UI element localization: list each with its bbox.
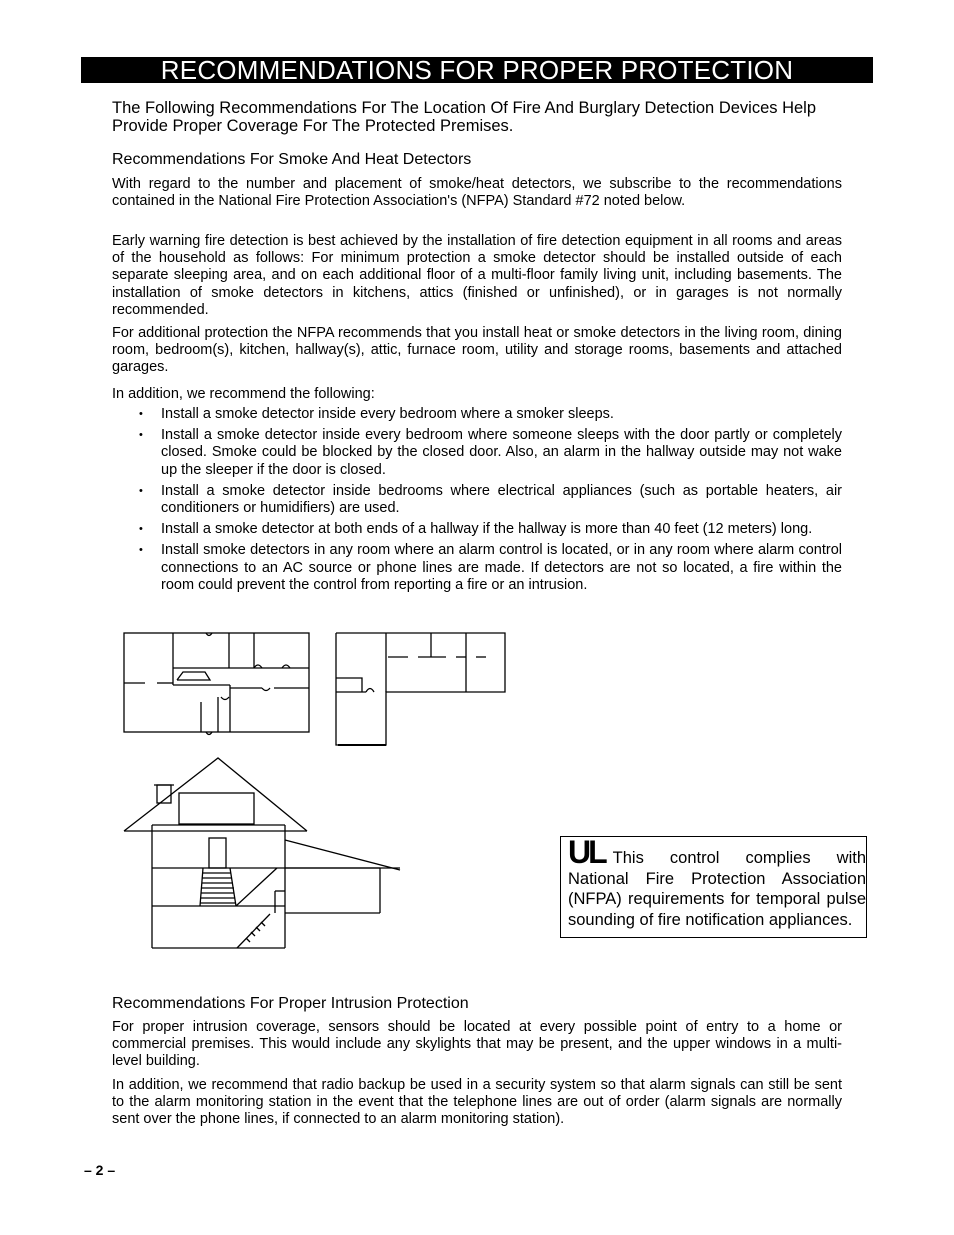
smoke-lead-text: In addition, we recommend the following: <box>112 386 375 402</box>
smoke-paragraph-2: Early warning fire detection is best achieved by the installation of fire detection equipment in all rooms and areas of the household as follows: For minimum protection a smoke detector should be installed outside of each separate sleeping area, and on each additional floor of a multi-floor family living unit, including basements. The installation of smoke detectors in kitchens, attics (finished or unfinished), or in garages is not normally recommended. <box>112 233 842 318</box>
list-item: • Install a smoke detector inside bedrooms where electrical appliances (such as portable heaters, air conditioners or humidifiers) are used. <box>112 483 842 517</box>
intrusion-paragraph-1: For proper intrusion coverage, sensors should be located at every possible point of entry to a home or commercial premises. This would include any skylights that may be present, and the upper windows in a multi-level building. <box>112 1019 842 1070</box>
list-item: • Install smoke detectors in any room where an alarm control is located, or in any room where alarm control connections to an AC source or phone lines are made. If detectors are not so located, a fire within the room could prevent the control from reporting a fire or an intrusion. <box>112 542 842 594</box>
ul-notice-text: This control complies with National Fire Protection Association (NFPA) requirements for temporal pulse sounding of fire notification appliances. <box>568 849 866 929</box>
smoke-section-heading: Recommendations For Smoke And Heat Detectors <box>112 151 472 168</box>
intrusion-section-heading: Recommendations For Proper Intrusion Protection <box>112 995 469 1012</box>
list-item: • Install a smoke detector inside every bedroom where someone sleeps with the door partly or completely closed. Smoke could be blocked by the closed door. Also, an alarm in the hallway outside may not wake up the sleeper if the door is closed. <box>112 427 842 479</box>
smoke-paragraph-1: With regard to the number and placement of smoke/heat detectors, we subscribe to the recommendations contained in the National Fire Protection Association's (NFPA) Standard #72 noted below. <box>112 176 842 210</box>
list-item: • Install a smoke detector at both ends of a hallway if the hallway is more than 40 feet (12 meters) long. <box>112 521 842 538</box>
floor-plan-two <box>336 633 505 745</box>
ul-logo: UL <box>568 834 605 870</box>
page-number: – 2 – <box>84 1162 116 1178</box>
smoke-paragraph-3: For additional protection the NFPA recommends that you install heat or smoke detectors in the living room, dining room, bedroom(s), kitchen, hallway(s), attic, furnace room, utility and storage rooms, basements and attached garages. <box>112 325 842 376</box>
intro-paragraph: The Following Recommendations For The Location Of Fire And Burglary Detection Devices Help Provide Proper Coverage For The Protected Premises. <box>112 99 817 135</box>
page-title: RECOMMENDATIONS FOR PROPER PROTECTION <box>81 57 873 83</box>
house-cross-section <box>124 758 400 948</box>
floor-plan-one <box>124 633 309 735</box>
list-item: • Install a smoke detector inside every bedroom where a smoker sleeps. <box>112 406 842 423</box>
ul-notice-box <box>560 836 867 938</box>
intrusion-paragraph-2: In addition, we recommend that radio backup be used in a security system so that alarm signals can still be sent to the alarm monitoring station in the event that the telephone lines are out of order (alarm signals are normally sent over the phone lines, if connected to an alarm monitoring station). <box>112 1077 842 1128</box>
